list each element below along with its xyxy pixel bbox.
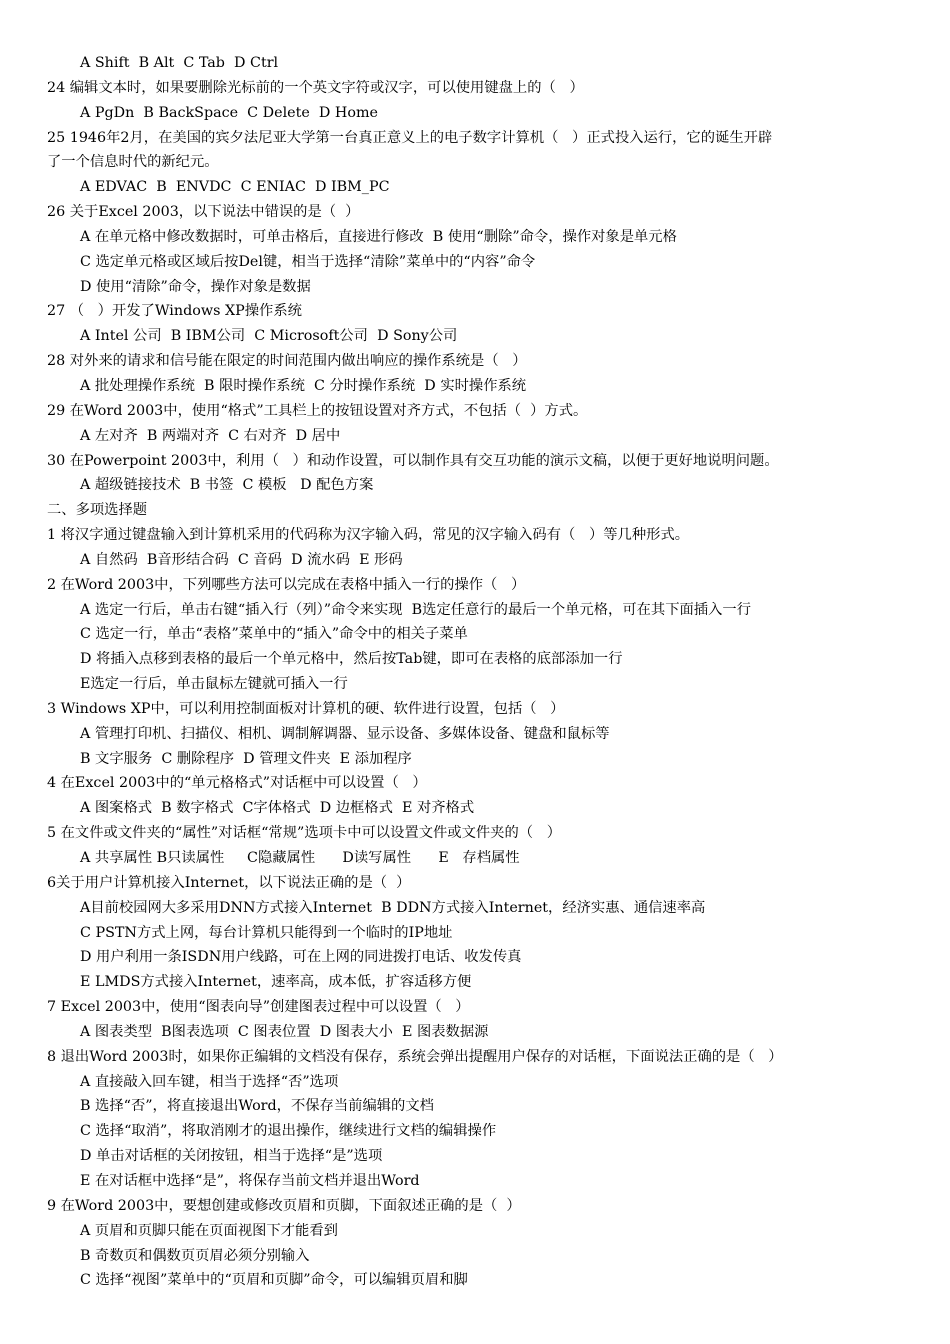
option-line: B 选择“否”，将直接退出Word，不保存当前编辑的文档	[80, 1098, 434, 1115]
option-line: A 共享属性 B只读属性 C隐藏属性 D读写属性 E 存档属性	[80, 850, 520, 866]
option-line: B 奇数页和偶数页页眉必须分别输入	[80, 1247, 310, 1264]
option-line: E 在对话框中选择“是”，将保存当前文档并退出Word	[80, 1172, 420, 1189]
question-line: 24 编辑文本时，如果要删除光标前的一个英文字符或汉字，可以使用键盘上的（ ）	[47, 79, 584, 96]
option-line: A 图表类型 B图表选项 C 图表位置 D 图表大小 E 图表数据源	[80, 1023, 489, 1040]
option-line: A 超级链接技术 B 书签 C 模板 D 配色方案	[80, 477, 374, 494]
option-line: C 选定单元格或区域后按Del键，相当于选择“清除”菜单中的“内容”命令	[80, 253, 536, 270]
option-line: C 选择“视图”菜单中的“页眉和页脚”命令，可以编辑页眉和脚	[80, 1272, 468, 1289]
option-line: A 批处理操作系统 B 限时操作系统 C 分时操作系统 D 实时操作系统	[80, 377, 527, 394]
question-line: 二、多项选择题	[47, 502, 148, 519]
option-line: A 图案格式 B 数字格式 C字体格式 D 边框格式 E 对齐格式	[80, 800, 475, 817]
question-line: 8 退出Word 2003时，如果你正编辑的文档没有保存，系统会弹出提醒用户保存的对话框，下面说法正确的是（ ）	[47, 1048, 783, 1065]
option-line: A EDVAC B ENVDC C ENIAC D IBM_PC	[80, 179, 390, 196]
option-line: D 用户利用一条ISDN用户线路，可在上网的同进拨打电话、收发传真	[80, 949, 522, 966]
option-line: A PgDn B BackSpace C Delete D Home	[80, 104, 379, 121]
question-line: 30 在Powerpoint 2003中，利用（ ）和动作设置，可以制作具有交互功能的演示文稿，以便于更好地说明问题。	[47, 452, 779, 469]
option-line: A 自然码 B音形结合码 C 音码 D 流水码 E 形码	[80, 551, 403, 568]
question-line: 29 在Word 2003中，使用“格式”工具栏上的按钮设置对齐方式，不包括（ ）方式。	[47, 402, 588, 419]
text-line: 了一个信息时代的新纪元。	[47, 154, 219, 171]
option-line: C 选择“取消”，将取消刚才的退出操作，继续进行文档的编辑操作	[80, 1123, 497, 1140]
question-line: 2 在Word 2003中，下列哪些方法可以完成在表格中插入一行的操作（ ）	[47, 576, 526, 593]
question-line: 26 关于Excel 2003，以下说法中错误的是（ ）	[47, 204, 360, 221]
option-line: A 管理打印机、扫描仪、相机、调制解调器、显示设备、多媒体设备、键盘和鼠标等	[80, 725, 610, 742]
question-line: 6关于用户计算机接入Internet，以下说法正确的是（ ）	[47, 874, 411, 891]
option-line: E LMDS方式接入Internet，速率高，成本低，扩容适移方便	[80, 974, 472, 991]
question-line: 27 （ ）开发了Windows XP操作系统	[47, 303, 302, 320]
option-line: A 在单元格中修改数据时，可单击格后，直接进行修改 B 使用“删除”命令，操作对象是单元格	[80, 228, 677, 245]
option-line: A 直接敲入回车键，相当于选择“否”选项	[80, 1073, 339, 1090]
option-line: E选定一行后，单击鼠标左键就可插入一行	[80, 676, 348, 693]
option-line: A Intel 公司 B IBM公司 C Microsoft公司 D Sony公司	[80, 328, 458, 345]
option-line: C PSTN方式上网，每台计算机只能得到一个临时的IP地址	[80, 924, 453, 941]
option-line: D 使用“清除”命令，操作对象是数据	[80, 278, 311, 295]
question-line: 4 在Excel 2003中的“单元格格式”对话框中可以设置（ ）	[47, 775, 427, 792]
option-line: C 选定一行，单击“表格”菜单中的“插入”命令中的相关子菜单	[80, 626, 468, 643]
option-line: A 选定一行后，单击右键“插入行（列）”命令来实现 B选定任意行的最后一个单元格，可在其下面插入一行	[80, 601, 751, 618]
option-line: D 单击对话框的关闭按钮，相当于选择“是”选项	[80, 1148, 383, 1165]
option-line: A目前校园网大多采用DNN方式接入Internet B DDN方式接入Internet，经济实惠、通信速率高	[80, 899, 706, 916]
question-line: 28 对外来的请求和信号能在限定的时间范围内做出响应的操作系统是（ ）	[47, 353, 527, 370]
document-page	[0, 51, 950, 1293]
question-line: 25 1946年2月，在美国的宾夕法尼亚大学第一台真正意义上的电子数字计算机（ ）正式投入运行，它的诞生开辟	[47, 129, 773, 146]
option-line: D 将插入点移到表格的最后一个单元格中，然后按Tab键，即可在表格的底部添加一行	[80, 651, 623, 668]
option-line: B 文字服务 C 删除程序 D 管理文件夹 E 添加程序	[80, 750, 412, 767]
option-line: A 左对齐 B 两端对齐 C 右对齐 D 居中	[80, 427, 341, 444]
question-line: 3 Windows XP中，可以利用控制面板对计算机的硬、软件进行设置，包括（ ）	[47, 700, 565, 717]
option-line: A 页眉和页脚只能在页面视图下才能看到	[80, 1222, 338, 1239]
question-line: 7 Excel 2003中，使用“图表向导”创建图表过程中可以设置（ ）	[47, 999, 470, 1016]
question-line: 9 在Word 2003中，要想创建或修改页眉和页脚，下面叙述正确的是（ ）	[47, 1197, 521, 1214]
option-line: A Shift B Alt C Tab D Ctrl	[80, 55, 279, 71]
question-line: 1 将汉字通过键盘输入到计算机采用的代码称为汉字输入码，常见的汉字输入码有（ ）等几种形式。	[47, 527, 690, 544]
question-line: 5 在文件或文件夹的“属性”对话框“常规”选项卡中可以设置文件或文件夹的（ ）	[47, 825, 562, 842]
